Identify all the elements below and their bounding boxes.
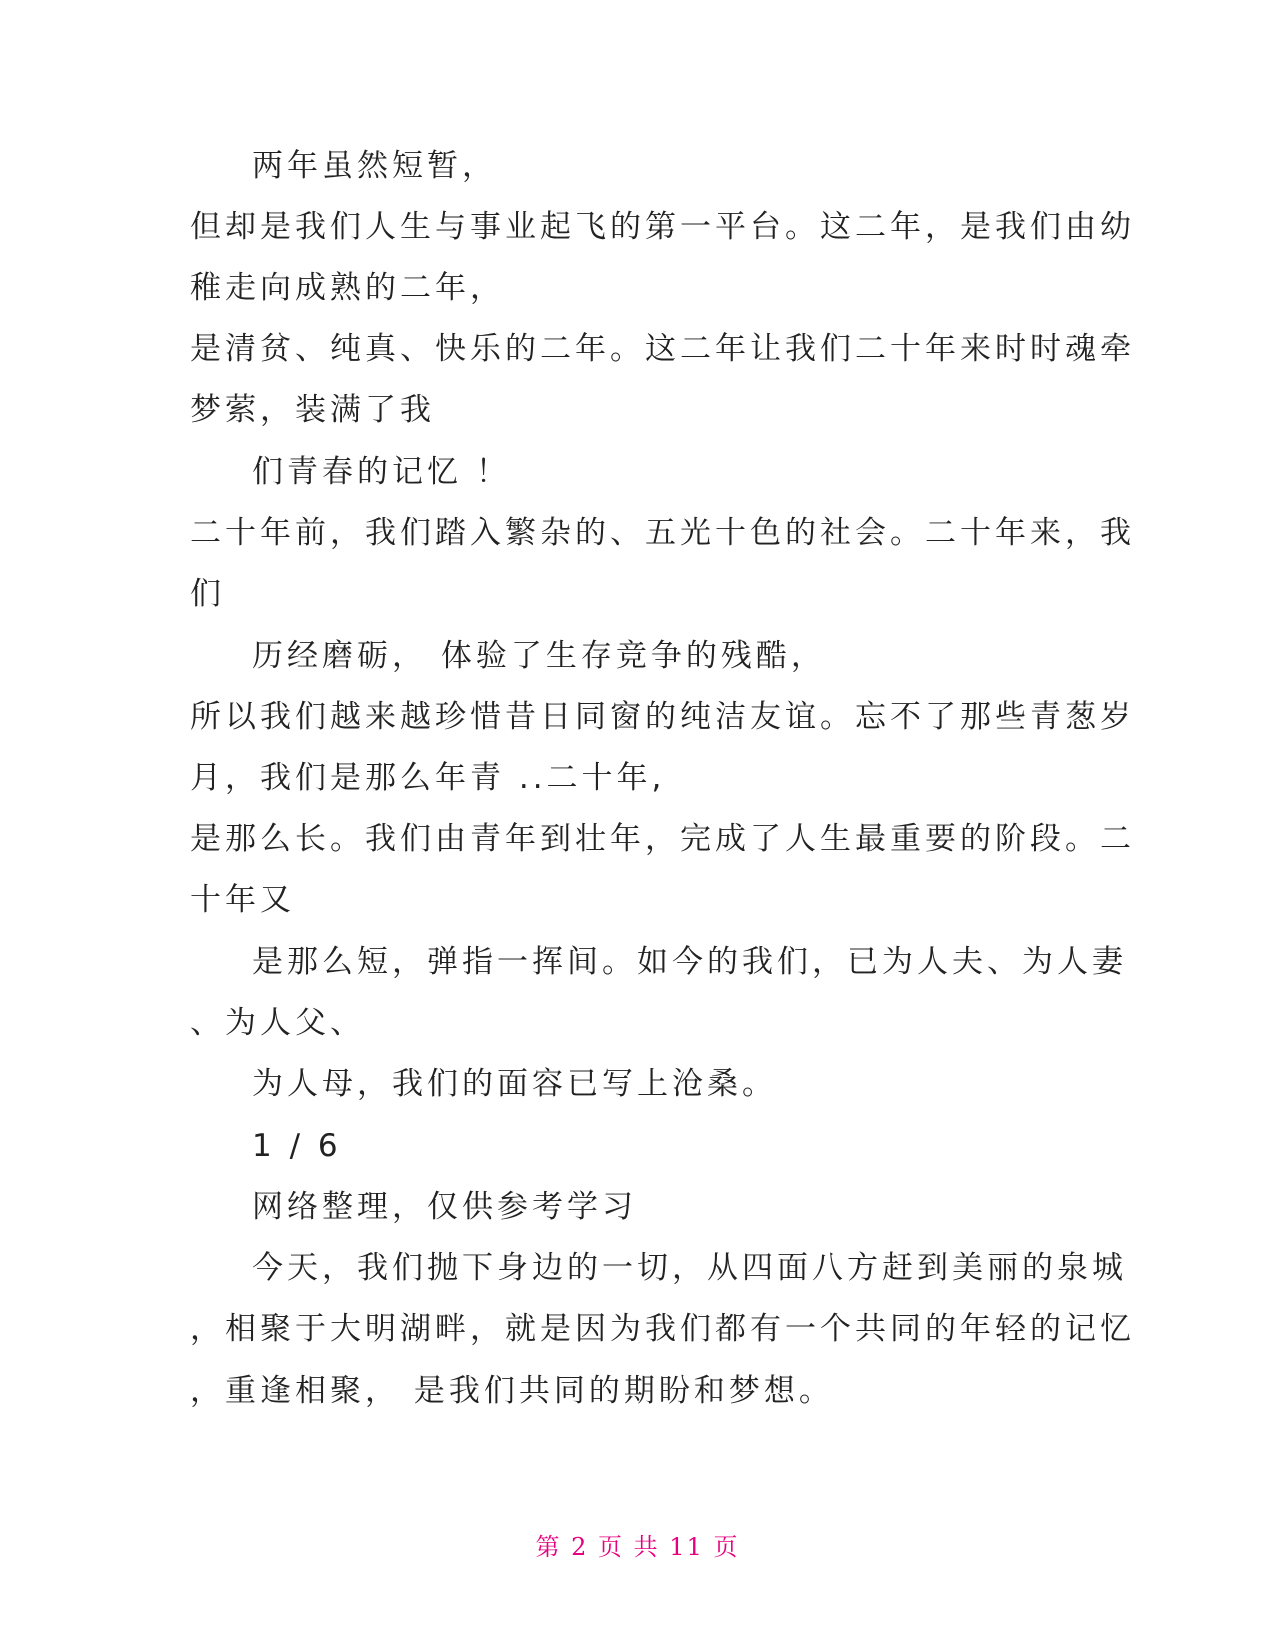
text-line-11: 月，我们是那么年青 ..二十年, xyxy=(190,760,666,796)
text-line-7: 二十年前，我们踏入繁杂的、五光十色的社会。二十年来，我 xyxy=(190,515,1135,551)
text-line-8: 们 xyxy=(190,576,225,612)
text-line-5: 梦萦，装满了我 xyxy=(190,392,435,428)
source-note: 网络整理，仅供参考学习 xyxy=(252,1189,637,1225)
text-line-21: ，重逢相聚， 是我们共同的期盼和梦想。 xyxy=(190,1373,834,1409)
page-footer: 第 2 页 共 11 页 xyxy=(535,1533,740,1561)
page-fraction: 1 / 6 xyxy=(252,1128,342,1164)
text-line-2: 但却是我们人生与事业起飞的第一平台。这二年，是我们由幼 xyxy=(190,209,1135,245)
text-line-13: 十年又 xyxy=(190,882,295,918)
text-line-15: 、为人父、 xyxy=(190,1005,365,1041)
text-line-16: 为人母，我们的面容已写上沧桑。 xyxy=(252,1066,777,1102)
text-line-10: 所以我们越来越珍惜昔日同窗的纯洁友谊。忘不了那些青葱岁 xyxy=(190,699,1135,735)
text-line-6: 们青春的记忆 ！ xyxy=(252,454,511,490)
text-line-4: 是清贫、纯真、快乐的二年。这二年让我们二十年来时时魂牵 xyxy=(190,331,1135,367)
text-line-12: 是那么长。我们由青年到壮年，完成了人生最重要的阶段。二 xyxy=(190,821,1135,857)
text-line-1: 两年虽然短暂， xyxy=(252,148,497,184)
text-line-3: 稚走向成熟的二年， xyxy=(190,270,505,306)
text-line-20: ，相聚于大明湖畔，就是因为我们都有一个共同的年轻的记忆 xyxy=(190,1311,1135,1347)
text-line-14: 是那么短，弹指一挥间。如今的我们，已为人夫、为人妻 xyxy=(252,944,1127,980)
text-line-19: 今天，我们抛下身边的一切，从四面八方赶到美丽的泉城 xyxy=(252,1250,1127,1286)
text-line-9: 历经磨砺， 体验了生存竞争的残酷， xyxy=(252,638,826,674)
